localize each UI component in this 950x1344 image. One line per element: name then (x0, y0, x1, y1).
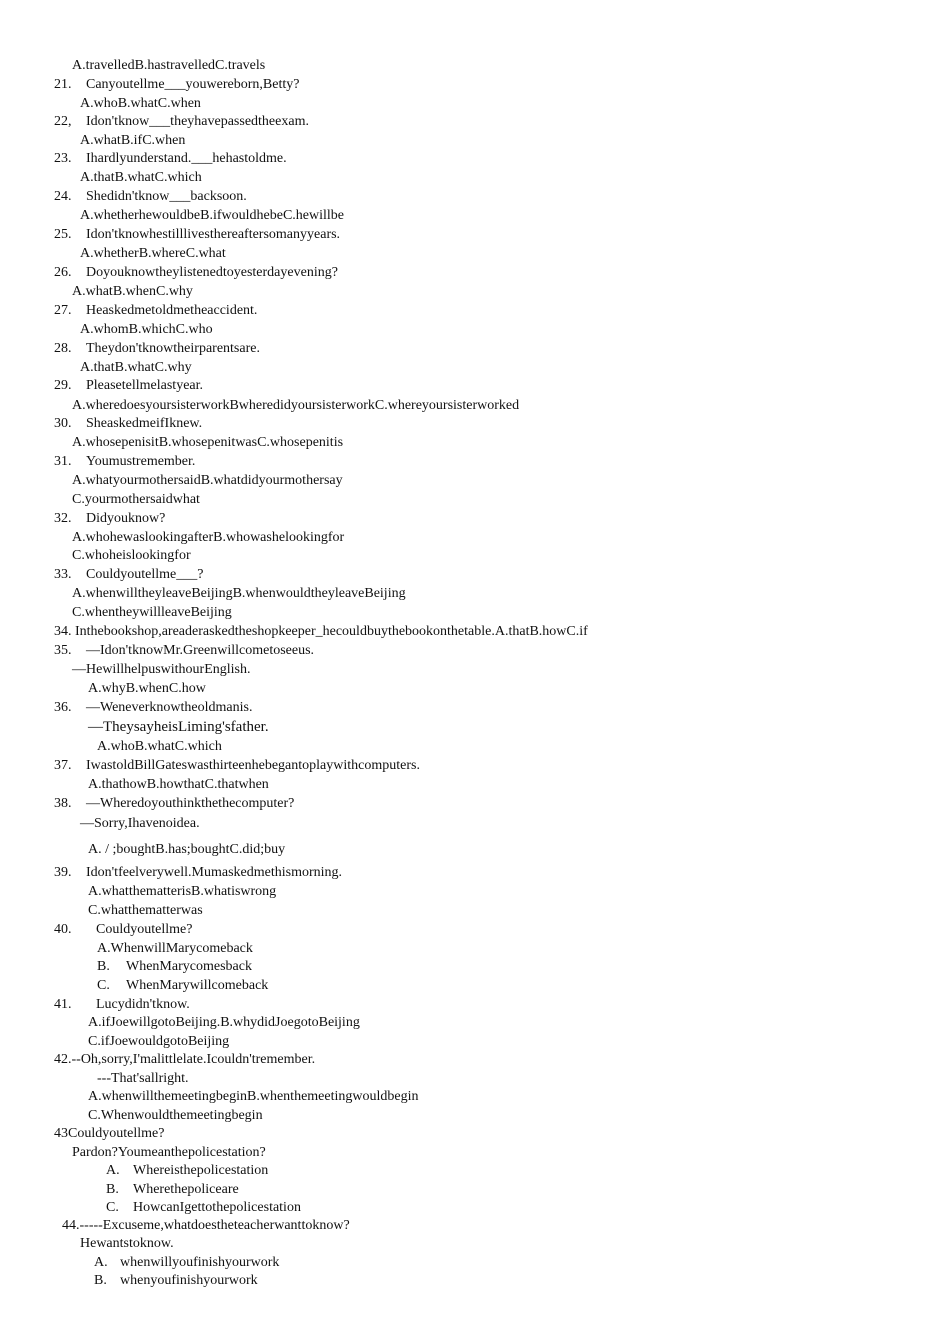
question-text: Idon'tknowhestilllivesthereaftersomanyyears. (86, 227, 341, 242)
question-number: 26. (54, 265, 72, 280)
question-33 (54, 566, 203, 584)
option-text: Wherethepoliceare (133, 1182, 239, 1197)
question-text: —Idon'tknowMr.Greenwillcometoseeus. (86, 643, 315, 658)
question-number: 32. (54, 511, 72, 526)
option-line (94, 1254, 279, 1272)
question-text: Theydon'tknowtheirparentsare. (86, 341, 260, 356)
option-line: C.whoheislookingfor (72, 548, 191, 563)
question-31 (54, 453, 195, 471)
question-text: Couldyoutellme? (96, 922, 193, 937)
question-number: 41. (54, 997, 72, 1012)
question-text: Idon'tknow___theyhavepassedtheexam. (86, 114, 309, 129)
question-number: 36. (54, 700, 72, 715)
question-23 (54, 150, 287, 168)
question-35 (54, 642, 314, 660)
option-line: A.whohewaslookingafterB.whowashelookingfor (72, 530, 345, 545)
question-number: 29. (54, 378, 72, 393)
option-line (106, 1162, 268, 1180)
question-40 (54, 921, 192, 939)
question-number: 30. (54, 416, 72, 431)
question-number: 21. (54, 77, 72, 92)
dialogue-reply: Hewantstoknow. (80, 1236, 174, 1251)
question-26 (54, 264, 338, 282)
question-number: 39. (54, 865, 72, 880)
question-44: 44.-----Excuseme,whatdoestheteacherwanttoknow? (62, 1218, 350, 1233)
option-line: A.ifJoewillgotoBeijing.B.whydidJoegotoBeijing (88, 1015, 360, 1030)
option-line: A.whetherhewouldbeB.ifwouldhebeC.hewillbe (80, 208, 344, 223)
option-line: C.whentheywillleaveBeijing (72, 605, 232, 620)
option-label: C. (106, 1200, 119, 1215)
option-line (97, 977, 268, 995)
option-line: A.whosepenisitB.whosepenitwasC.whosepenitis (72, 435, 344, 450)
dialogue-reply: —TheysayheisLiming'sfather. (88, 719, 269, 735)
option-line: A.whenwillthemeetingbeginB.whenthemeetingwouldbegin (88, 1089, 419, 1104)
question-39 (54, 864, 342, 882)
question-text: Heaskedmetoldmetheaccident. (86, 303, 258, 318)
question-43: 43Couldyoutellme? (54, 1126, 165, 1141)
option-line (106, 1199, 301, 1217)
question-number: 37. (54, 758, 72, 773)
question-text: Idon'tfeelverywell.Mumaskedmethismorning. (86, 865, 343, 880)
question-number: 22, (54, 114, 72, 129)
question-number: 27. (54, 303, 72, 318)
question-text: Shedidn'tknow___backsoon. (86, 189, 247, 204)
question-number: 31. (54, 454, 72, 469)
question-number: 40. (54, 922, 72, 937)
option-line: A.whyB.whenC.how (88, 681, 206, 696)
question-32 (54, 510, 165, 528)
question-37 (54, 757, 420, 775)
question-28 (54, 340, 260, 358)
question-41 (54, 996, 190, 1014)
dialogue-reply: —HewillhelpuswithourEnglish. (72, 662, 251, 677)
option-line: C.whatthematterwas (88, 903, 203, 918)
option-line: A.travelledB.hastravelledC.travels (72, 58, 266, 73)
question-22 (54, 113, 309, 131)
option-line: A.whatthematterisB.whatiswrong (88, 884, 277, 899)
question-36 (54, 699, 252, 717)
question-21 (54, 76, 299, 94)
option-line (106, 1181, 239, 1199)
option-line: A.whatB.ifC.when (80, 133, 186, 148)
option-label: B. (106, 1182, 119, 1197)
question-number: 23. (54, 151, 72, 166)
option-line: A.whoB.whatC.when (80, 96, 201, 111)
dialogue-reply: ---That'sallright. (97, 1071, 189, 1086)
question-text: Canyoutellme___youwereborn,Betty? (86, 77, 300, 92)
option-line: A.whomB.whichC.who (80, 322, 213, 337)
question-number: 33. (54, 567, 72, 582)
question-text: Lucydidn'tknow. (96, 997, 190, 1012)
option-label: B. (94, 1273, 107, 1288)
option-text: whenwillyoufinishyourwork (120, 1255, 280, 1270)
option-line: A.thathowB.howthatC.thatwhen (88, 777, 269, 792)
option-line: A.WhenwillMarycomeback (97, 941, 253, 956)
question-25 (54, 226, 340, 244)
option-line: A. / ;boughtB.has;boughtC.did;buy (88, 842, 286, 857)
option-line: C.Whenwouldthemeetingbegin (88, 1108, 263, 1123)
dialogue-reply: —Sorry,Ihavenoidea. (80, 816, 200, 831)
question-text: Doyouknowtheylistenedtoyesterdayevening? (86, 265, 338, 280)
question-24 (54, 188, 247, 206)
question-27 (54, 302, 257, 320)
option-line: A.whetherB.whereC.what (80, 246, 226, 261)
option-label: A. (94, 1255, 108, 1270)
option-line (94, 1272, 258, 1290)
question-38 (54, 795, 294, 813)
question-34: 34. Inthebookshop,areaderaskedtheshopkeeper_hecouldbuythebookonthetable.A.thatB.howC.if (54, 624, 588, 639)
question-text: —Weneverknowtheoldmanis. (86, 700, 253, 715)
option-text: whenyoufinishyourwork (120, 1273, 258, 1288)
option-label: C. (97, 978, 110, 993)
option-text: Whereisthepolicestation (133, 1163, 269, 1178)
question-text: Pleasetellmelastyear. (86, 378, 204, 393)
option-line: A.thatB.whatC.which (80, 170, 202, 185)
question-text: Couldyoutellme___? (86, 567, 204, 582)
option-line: C.yourmothersaidwhat (72, 492, 200, 507)
question-42: 42.--Oh,sorry,I'malittlelate.Icouldn'tremember. (54, 1052, 316, 1067)
question-number: 24. (54, 189, 72, 204)
option-label: B. (97, 959, 110, 974)
option-line: A.thatB.whatC.why (80, 360, 192, 375)
question-number: 25. (54, 227, 72, 242)
question-number: 28. (54, 341, 72, 356)
question-number: 35. (54, 643, 72, 658)
option-line: C.ifJoewouldgotoBeijing (88, 1034, 230, 1049)
option-line (97, 958, 252, 976)
question-29 (54, 377, 203, 395)
dialogue-reply: Pardon?Youmeanthepolicestation? (72, 1145, 266, 1160)
question-text: Ihardlyunderstand.___hehastoldme. (86, 151, 287, 166)
question-text: Didyouknow? (86, 511, 166, 526)
question-text: SheaskedmeifIknew. (86, 416, 203, 431)
option-line: A.whatB.whenC.why (72, 284, 193, 299)
option-label: A. (106, 1163, 120, 1178)
question-30 (54, 415, 202, 433)
option-line: A.whoB.whatC.which (97, 739, 222, 754)
option-text: HowcanIgettothepolicestation (133, 1200, 301, 1215)
option-text: WhenMarycomesback (126, 959, 252, 974)
option-text: WhenMarywillcomeback (126, 978, 269, 993)
question-number: 38. (54, 796, 72, 811)
option-line: A.whatyourmothersaidB.whatdidyourmothersay (72, 473, 343, 488)
question-text: Youmustremember. (86, 454, 196, 469)
question-text: —Wheredoyouthinkthethecomputer? (86, 796, 295, 811)
question-text: IwastoldBillGateswasthirteenhebegantoplaywithcomputers. (86, 758, 420, 773)
option-line: A.whenwilltheyleaveBeijingB.whenwouldtheyleaveBeijing (72, 586, 406, 601)
option-line: A.wheredoesyoursisterworkBwheredidyoursisterworkC.whereyoursisterworked (72, 398, 520, 413)
